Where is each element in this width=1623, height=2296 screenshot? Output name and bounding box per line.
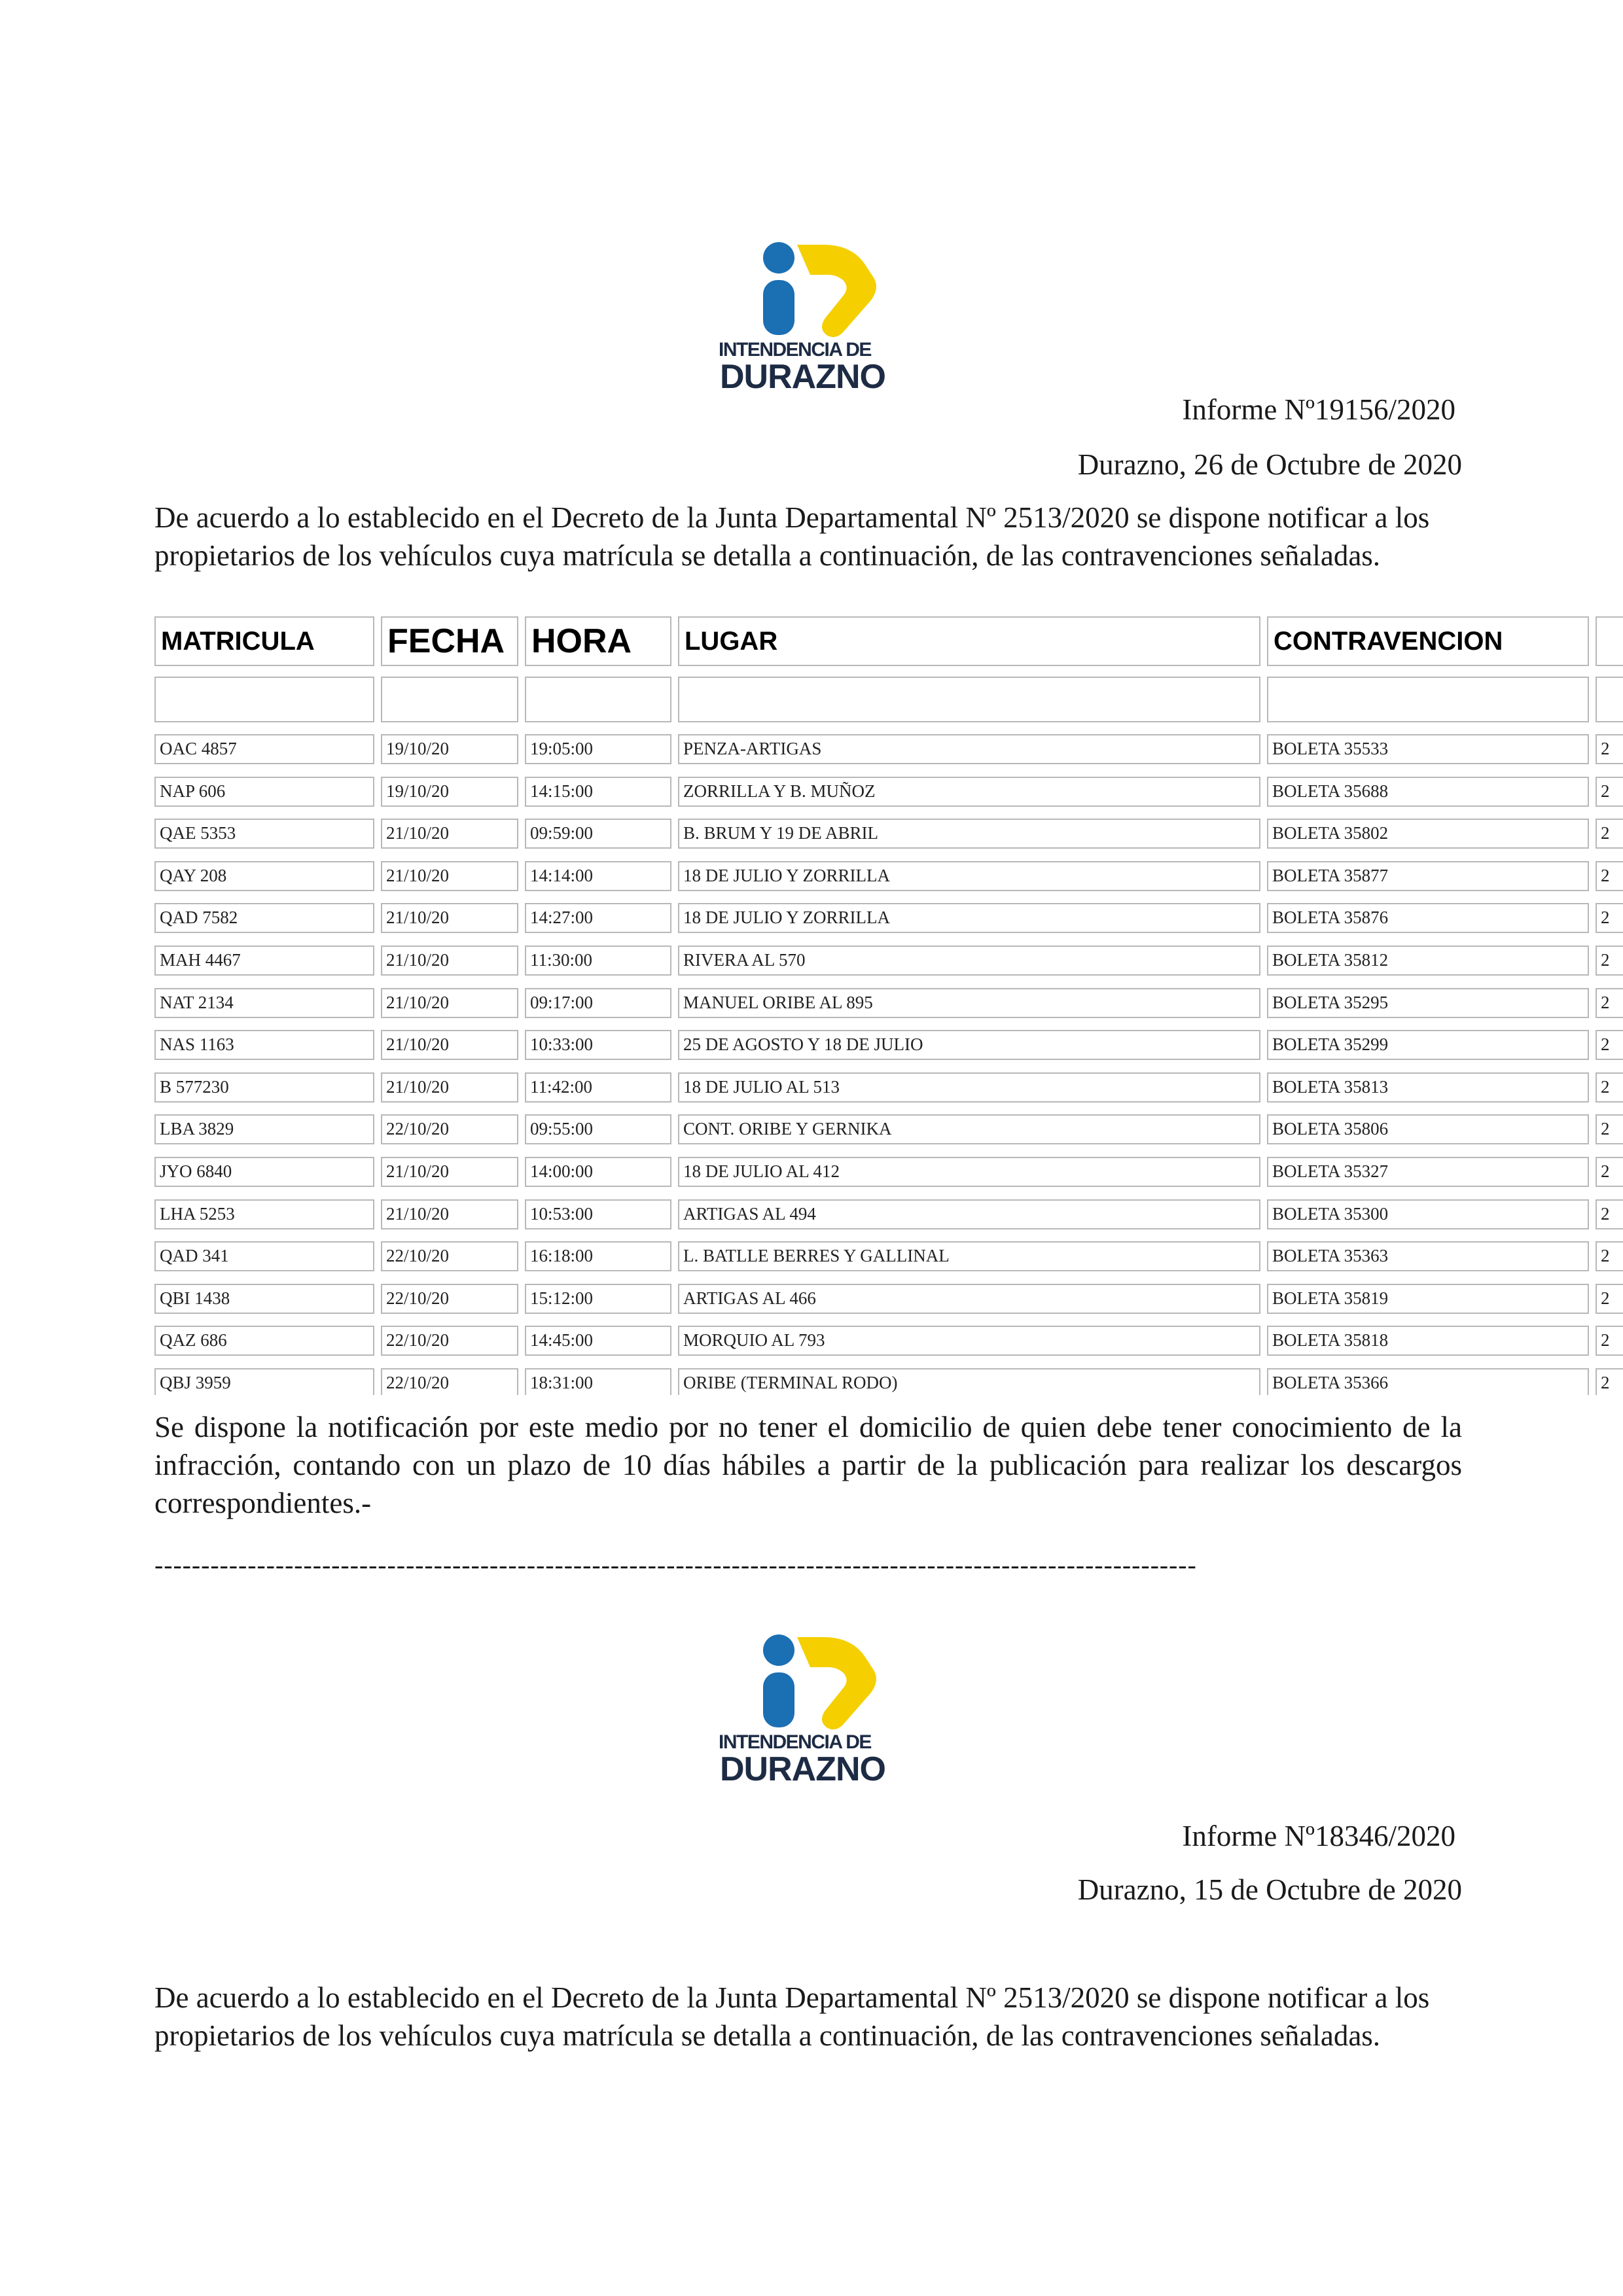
table-cell: 22/10/20 — [381, 1368, 518, 1395]
empty-cell — [1596, 677, 1623, 722]
table-cell: RIVERA AL 570 — [678, 945, 1260, 976]
table-cell: 16:18:00 — [525, 1241, 671, 1271]
table-cell: 2 — [1596, 819, 1623, 849]
table-cell: 2 — [1596, 861, 1623, 891]
empty-cell — [678, 677, 1260, 722]
table-cell: 11:42:00 — [525, 1072, 671, 1103]
table-cell: 09:59:00 — [525, 819, 671, 849]
table-cell: B 577230 — [154, 1072, 374, 1103]
table-cell: 2 — [1596, 1157, 1623, 1187]
table-cell: 22/10/20 — [381, 1114, 518, 1144]
table-cell: 2 — [1596, 1030, 1623, 1060]
table-cell: QAD 7582 — [154, 903, 374, 933]
table-cell: 22/10/20 — [381, 1326, 518, 1356]
header-hora: HORA — [525, 616, 671, 666]
table-cell: ARTIGAS AL 494 — [678, 1199, 1260, 1229]
table-cell: BOLETA 35813 — [1267, 1072, 1589, 1103]
empty-cell — [154, 677, 374, 722]
table-cell: BOLETA 35299 — [1267, 1030, 1589, 1060]
table-cell: JYO 6840 — [154, 1157, 374, 1187]
table-cell: 18 DE JULIO AL 513 — [678, 1072, 1260, 1103]
table-cell: PENZA-ARTIGAS — [678, 734, 1260, 764]
table-cell: 10:53:00 — [525, 1199, 671, 1229]
table-cell: LBA 3829 — [154, 1114, 374, 1144]
table-cell: BOLETA 35366 — [1267, 1368, 1589, 1395]
informe-date-2: Durazno, 15 de Octubre de 2020 — [1077, 1873, 1462, 1906]
table-cell: OAC 4857 — [154, 734, 374, 764]
table-cell: 18 DE JULIO Y ZORRILLA — [678, 903, 1260, 933]
table-cell: 2 — [1596, 903, 1623, 933]
table-cell: 10:33:00 — [525, 1030, 671, 1060]
header-contravencion: CONTRAVENCION — [1267, 616, 1589, 666]
table-cell: 2 — [1596, 945, 1623, 976]
table-cell: L. BATLLE BERRES Y GALLINAL — [678, 1241, 1260, 1271]
table-cell: QBI 1438 — [154, 1284, 374, 1314]
table-cell: BOLETA 35363 — [1267, 1241, 1589, 1271]
contravenciones-table — [154, 616, 1623, 1395]
table-cell: 21/10/20 — [381, 903, 518, 933]
table-cell: 2 — [1596, 1072, 1623, 1103]
table-cell: 09:55:00 — [525, 1114, 671, 1144]
table-cell: 2 — [1596, 1326, 1623, 1356]
table-cell: BOLETA 35877 — [1267, 861, 1589, 891]
header-extra — [1596, 616, 1623, 666]
table-cell: 18:31:00 — [525, 1368, 671, 1395]
table-cell: 21/10/20 — [381, 945, 518, 976]
table-cell: BOLETA 35876 — [1267, 903, 1589, 933]
table-cell: 21/10/20 — [381, 819, 518, 849]
header-fecha: FECHA — [381, 616, 518, 666]
table-cell: BOLETA 35295 — [1267, 988, 1589, 1018]
table-cell: NAT 2134 — [154, 988, 374, 1018]
table-cell: 19:05:00 — [525, 734, 671, 764]
table-cell: BOLETA 35533 — [1267, 734, 1589, 764]
intendencia-logo-2 — [719, 1632, 902, 1789]
table-cell: 18 DE JULIO Y ZORRILLA — [678, 861, 1260, 891]
table-cell: 14:14:00 — [525, 861, 671, 891]
table-cell: BOLETA 35300 — [1267, 1199, 1589, 1229]
table-cell: BOLETA 35688 — [1267, 777, 1589, 807]
table-cell: 14:45:00 — [525, 1326, 671, 1356]
table-cell: 21/10/20 — [381, 861, 518, 891]
table-cell: 14:15:00 — [525, 777, 671, 807]
table-cell: BOLETA 35802 — [1267, 819, 1589, 849]
intro-paragraph-2: De acuerdo a lo establecido en el Decreto de la Junta Departamental Nº 2513/2020 se dispone notificar a los propietarios de los vehículos cuya matrícula se detalla a continuación, de las contravenciones señaladas. — [154, 1981, 1430, 2052]
table-cell: 2 — [1596, 1241, 1623, 1271]
informe-date: Durazno, 26 de Octubre de 2020 — [1077, 448, 1462, 481]
table-cell: BOLETA 35819 — [1267, 1284, 1589, 1314]
table-cell: QAE 5353 — [154, 819, 374, 849]
table-cell: CONT. ORIBE Y GERNIKA — [678, 1114, 1260, 1144]
table-cell: 2 — [1596, 1114, 1623, 1144]
table-cell: QAD 341 — [154, 1241, 374, 1271]
intendencia-logo — [719, 239, 902, 397]
intro-paragraph: De acuerdo a lo establecido en el Decreto de la Junta Departamental Nº 2513/2020 se dispone notificar a los propietarios de los vehículos cuya matrícula se detalla a continuación, de las contravenciones señaladas. — [154, 501, 1430, 572]
table-cell: QAY 208 — [154, 861, 374, 891]
table-cell: QAZ 686 — [154, 1326, 374, 1356]
table-cell: 21/10/20 — [381, 1199, 518, 1229]
table-cell: 2 — [1596, 777, 1623, 807]
table-cell: 11:30:00 — [525, 945, 671, 976]
table-cell: ZORRILLA Y B. MUÑOZ — [678, 777, 1260, 807]
logo-line1: INTENDENCIA DE — [719, 339, 871, 361]
table-cell: 09:17:00 — [525, 988, 671, 1018]
table-cell: MAH 4467 — [154, 945, 374, 976]
empty-cell — [1267, 677, 1589, 722]
table-cell: NAS 1163 — [154, 1030, 374, 1060]
table-cell: LHA 5253 — [154, 1199, 374, 1229]
table-cell: 14:27:00 — [525, 903, 671, 933]
table-cell: B. BRUM Y 19 DE ABRIL — [678, 819, 1260, 849]
table-cell: BOLETA 35806 — [1267, 1114, 1589, 1144]
informe-number-2: Informe Nº18346/2020 — [1182, 1820, 1455, 1852]
header-lugar: LUGAR — [678, 616, 1260, 666]
table-cell: 22/10/20 — [381, 1284, 518, 1314]
table-cell: 14:00:00 — [525, 1157, 671, 1187]
table-cell: ORIBE (TERMINAL RODO) — [678, 1368, 1260, 1395]
logo-line1: INTENDENCIA DE — [719, 1731, 871, 1753]
table-cell: 2 — [1596, 1199, 1623, 1229]
table-cell: 18 DE JULIO AL 412 — [678, 1157, 1260, 1187]
table-cell: 21/10/20 — [381, 1072, 518, 1103]
table-cell: BOLETA 35818 — [1267, 1326, 1589, 1356]
table-cell: MANUEL ORIBE AL 895 — [678, 988, 1260, 1018]
table-cell: 2 — [1596, 734, 1623, 764]
table-cell: 21/10/20 — [381, 1030, 518, 1060]
table-cell: MORQUIO AL 793 — [678, 1326, 1260, 1356]
table-cell: 2 — [1596, 1284, 1623, 1314]
logo-mark-icon — [719, 1632, 902, 1730]
table-cell: BOLETA 35327 — [1267, 1157, 1589, 1187]
table-cell: 21/10/20 — [381, 1157, 518, 1187]
separator-line: ---------------------------------------------------------------------------------------------------------------- — [154, 1550, 1197, 1580]
table-cell: QBJ 3959 — [154, 1368, 374, 1395]
logo-line2: DURAZNO — [720, 358, 885, 396]
table-cell: 19/10/20 — [381, 777, 518, 807]
table-cell: ARTIGAS AL 466 — [678, 1284, 1260, 1314]
empty-cell — [381, 677, 518, 722]
table-cell: 2 — [1596, 1368, 1623, 1395]
table-cell: BOLETA 35812 — [1267, 945, 1589, 976]
empty-cell — [525, 677, 671, 722]
informe-number: Informe Nº19156/2020 — [1182, 393, 1455, 426]
table-cell: 22/10/20 — [381, 1241, 518, 1271]
table-cell: 19/10/20 — [381, 734, 518, 764]
table-cell: 25 DE AGOSTO Y 18 DE JULIO — [678, 1030, 1260, 1060]
table-cell: 15:12:00 — [525, 1284, 671, 1314]
logo-line2: DURAZNO — [720, 1750, 885, 1788]
logo-mark-icon — [719, 239, 902, 338]
closing-paragraph: Se dispone la notificación por este medio por no tener el domicilio de quien debe tener conocimiento de la infracción, contando con un plazo de 10 días hábiles a partir de la publicación para realizar los descargos correspondientes.- — [154, 1411, 1462, 1519]
header-matricula: MATRICULA — [154, 616, 374, 666]
table-cell: NAP 606 — [154, 777, 374, 807]
table-cell: 21/10/20 — [381, 988, 518, 1018]
table-cell: 2 — [1596, 988, 1623, 1018]
